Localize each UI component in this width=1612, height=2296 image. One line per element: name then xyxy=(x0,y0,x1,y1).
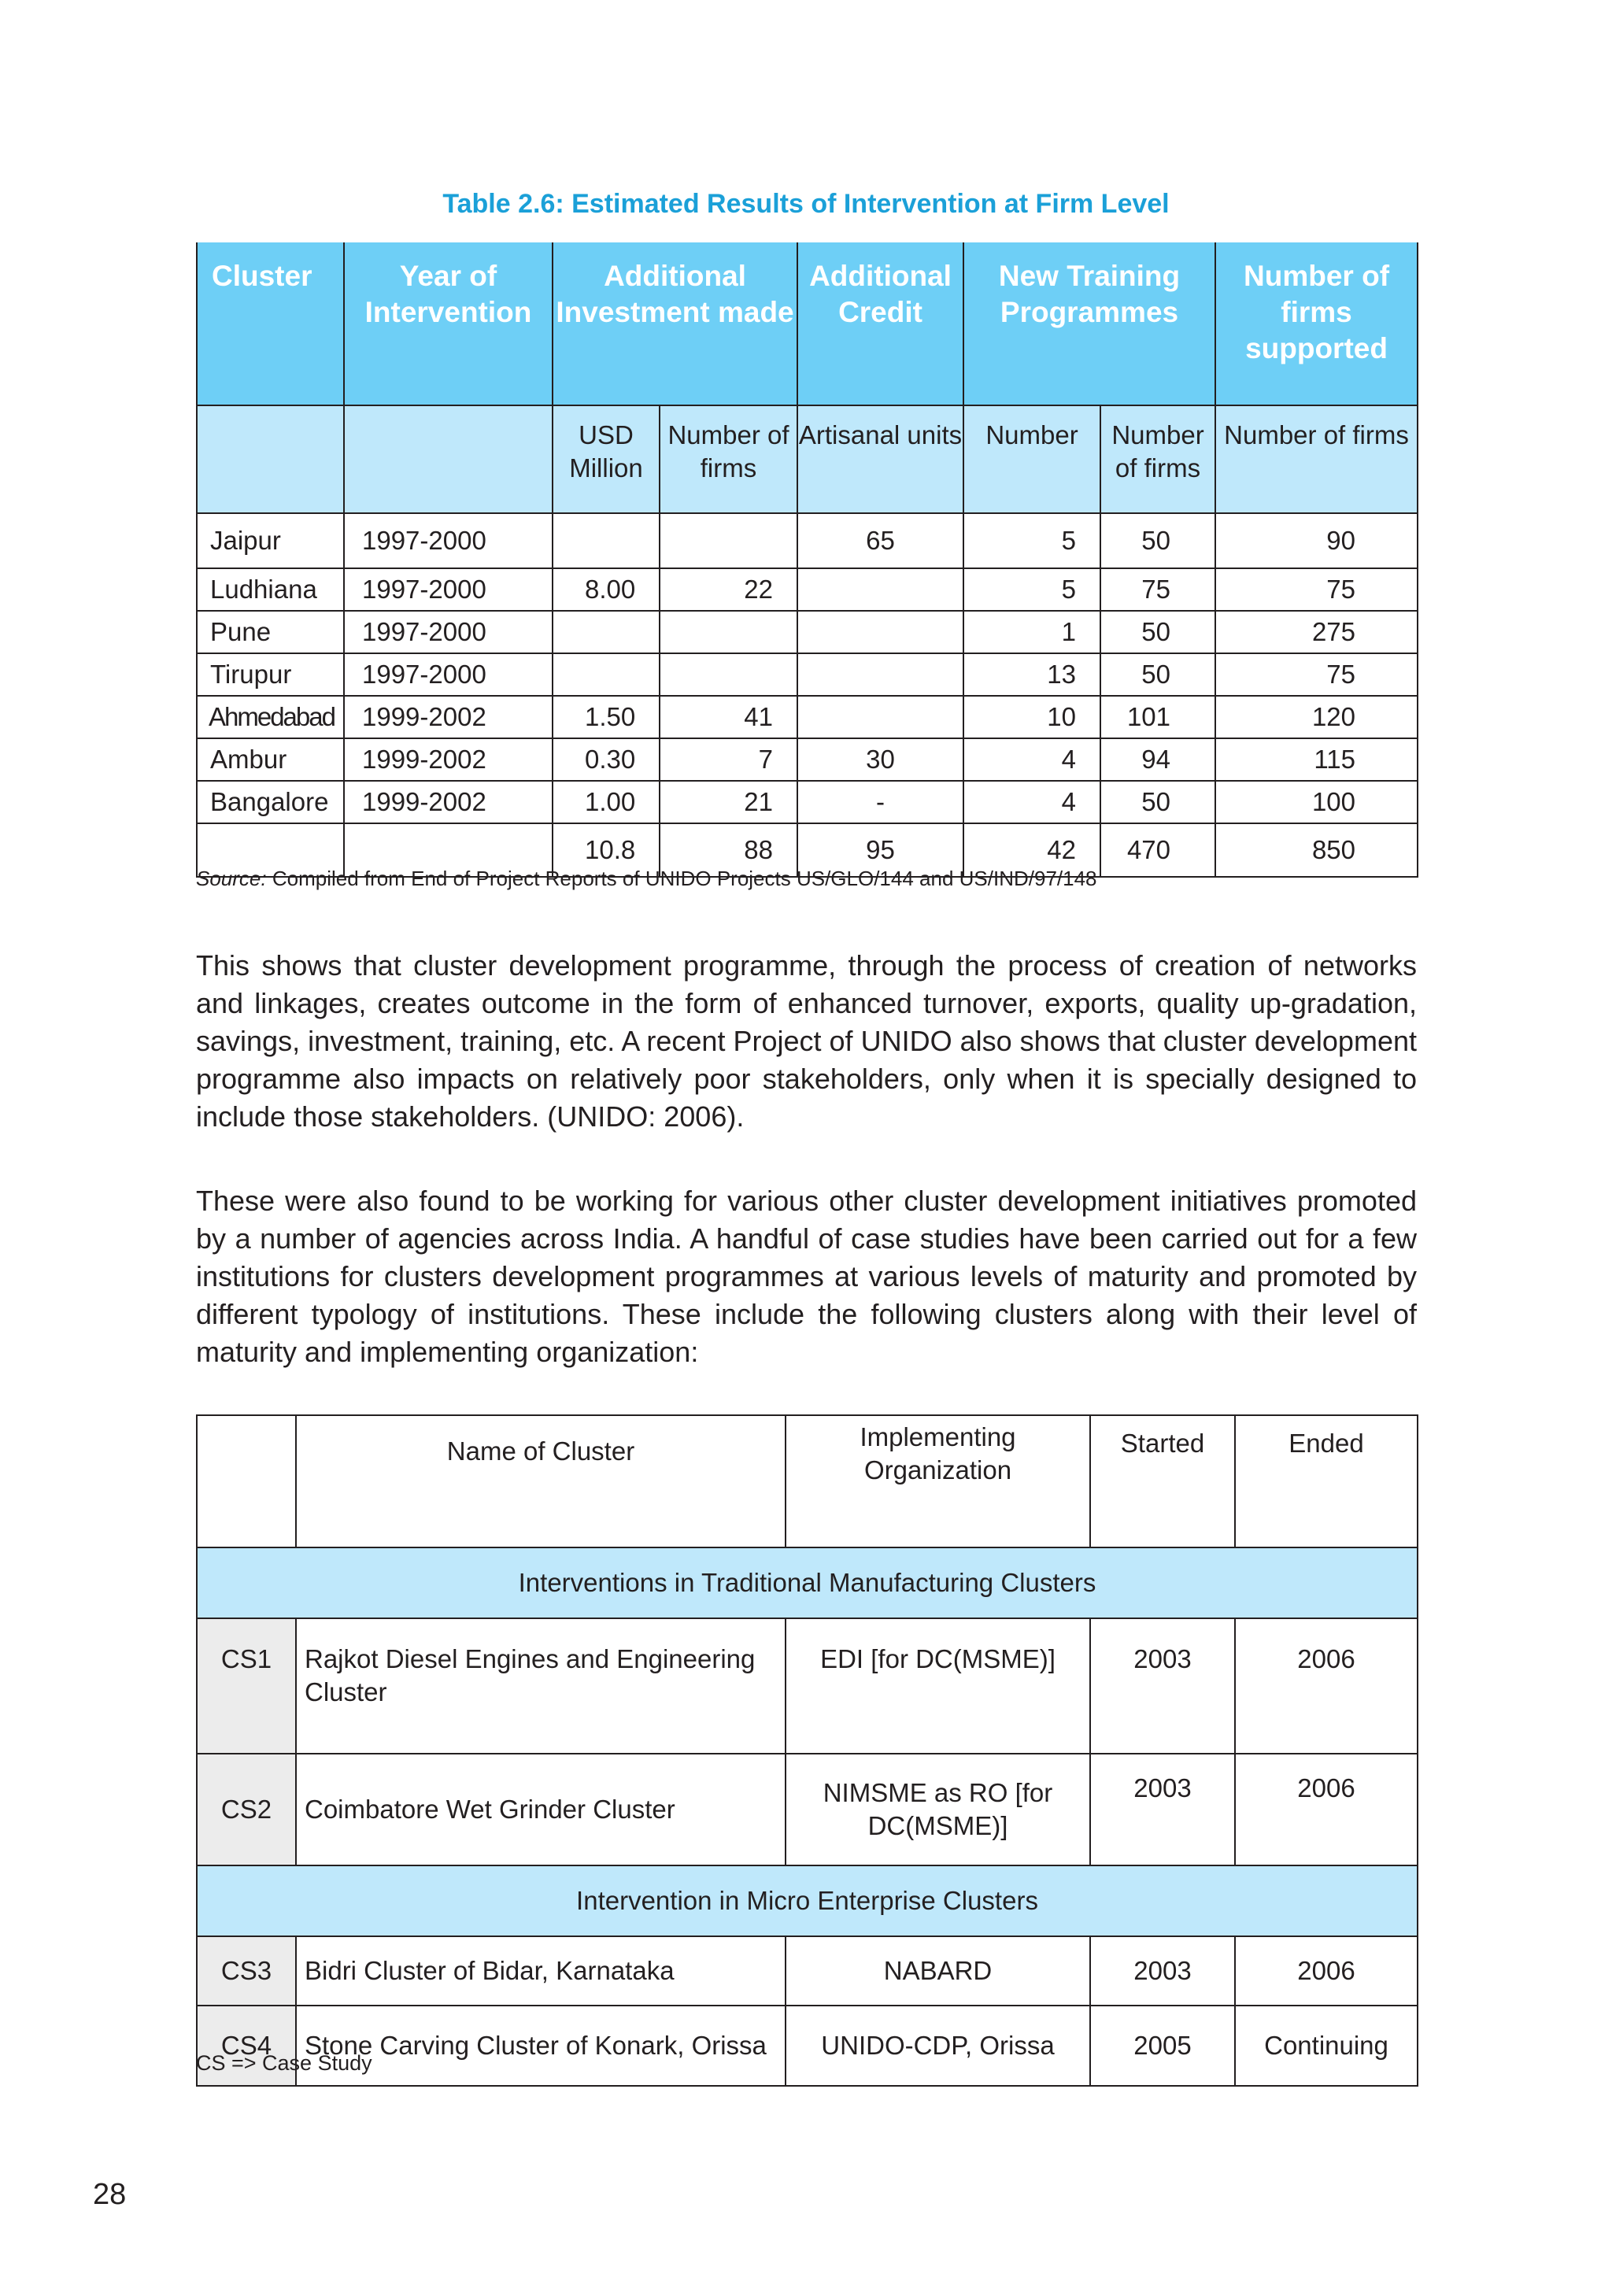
case-name: Coimbatore Wet Grinder Cluster xyxy=(296,1754,786,1865)
subheader-tr-number: Number xyxy=(963,405,1100,513)
cell-year: 1999-2002 xyxy=(344,696,553,738)
table-row xyxy=(197,781,1418,823)
cell-tr-firms: 50 xyxy=(1100,653,1215,696)
case-ended: 2006 xyxy=(1235,1618,1418,1754)
header-credit: Additional Credit xyxy=(797,242,963,405)
cell-usd: 0.30 xyxy=(553,738,660,781)
cell-year: 1999-2002 xyxy=(344,738,553,781)
cell-inv-firms: 41 xyxy=(660,696,797,738)
cell-tr-firms: 50 xyxy=(1100,513,1215,568)
table-title: Table 2.6: Estimated Results of Intervention at Firm Level xyxy=(442,189,1170,219)
header-empty xyxy=(197,1415,296,1547)
cell-tr-number: 42 xyxy=(963,823,1100,877)
cell-year: 1997-2000 xyxy=(344,653,553,696)
cell-inv-firms: 88 xyxy=(660,823,797,877)
table-row xyxy=(197,1936,1418,2006)
cell-supported: 90 xyxy=(1215,513,1418,568)
case-id: CS3 xyxy=(197,1936,296,2006)
cell-supported: 75 xyxy=(1215,653,1418,696)
case-header-row xyxy=(197,1415,1418,1547)
cell-usd: 1.50 xyxy=(553,696,660,738)
cell-cluster: Ambur xyxy=(197,738,344,781)
cell-cluster: Tirupur xyxy=(197,653,344,696)
cell-inv-firms xyxy=(660,653,797,696)
case-id: CS1 xyxy=(197,1618,296,1754)
table-row xyxy=(197,738,1418,781)
case-started: 2003 xyxy=(1090,1936,1235,2006)
case-org: NABARD xyxy=(786,1936,1090,2006)
subheader-artisanal: Artisanal units xyxy=(797,405,963,513)
cell-tr-number: 13 xyxy=(963,653,1100,696)
source-text: Compiled from End of Project Reports of UNIDO Projects US/GLO/144 and US/IND/97/148 xyxy=(266,867,1097,890)
table-row xyxy=(197,2006,1418,2086)
cell-year: 1997-2000 xyxy=(344,568,553,611)
section-band xyxy=(197,1547,1418,1618)
cell-year: 1997-2000 xyxy=(344,513,553,568)
cell-artisanal xyxy=(797,568,963,611)
cell-tr-number: 4 xyxy=(963,738,1100,781)
cell-tr-number: 10 xyxy=(963,696,1100,738)
cell-artisanal xyxy=(797,653,963,696)
case-ended: Continuing xyxy=(1235,2006,1418,2086)
table-row xyxy=(197,696,1418,738)
case-id: CS4 xyxy=(197,2006,296,2086)
cell-supported: 275 xyxy=(1215,611,1418,653)
table-row xyxy=(197,1754,1418,1865)
subheader-usd: USD Million xyxy=(553,405,660,513)
cell-cluster: Jaipur xyxy=(197,513,344,568)
cell-usd: 10.8 xyxy=(553,823,660,877)
header-cluster: Cluster xyxy=(197,242,344,405)
subheader-empty xyxy=(197,405,344,513)
header-cluster-name: Name of Cluster xyxy=(296,1415,786,1547)
page-number: 28 xyxy=(93,2178,127,2211)
cell-cluster: Bangalore xyxy=(197,781,344,823)
subheader-sup-firms: Number of firms xyxy=(1215,405,1418,513)
cell-artisanal: 95 xyxy=(797,823,963,877)
table-header-row xyxy=(197,242,1418,405)
case-org: EDI [for DC(MSME)] xyxy=(786,1618,1090,1754)
cell-usd xyxy=(553,513,660,568)
table-row xyxy=(197,513,1418,568)
cell-tr-number: 4 xyxy=(963,781,1100,823)
cell-tr-firms: 50 xyxy=(1100,611,1215,653)
paragraph: These were also found to be working for various other cluster development initiatives promoted by a number of agencies across India. A handful of case studies have been carried out for a few institutions for clusters development programmes at various levels of maturity and promoted by different typology of institutions. These include the following clusters along with their level of maturity and implementing organization: xyxy=(196,1185,1417,1368)
case-study-note: CS => Case Study xyxy=(196,2051,372,2075)
case-name: Bidri Cluster of Bidar, Karnataka xyxy=(296,1936,786,2006)
table-source xyxy=(196,867,1097,891)
header-ended: Ended xyxy=(1235,1415,1418,1547)
cell-inv-firms xyxy=(660,513,797,568)
header-firms-supported: Number of firms supported xyxy=(1215,242,1418,405)
case-started: 2005 xyxy=(1090,2006,1235,2086)
table-row xyxy=(197,611,1418,653)
case-study-table xyxy=(196,1414,1418,2087)
case-name: Stone Carving Cluster of Konark, Orissa xyxy=(296,2006,786,2086)
cell-year: 1997-2000 xyxy=(344,611,553,653)
source-label: Source: xyxy=(196,867,267,890)
table-row xyxy=(197,568,1418,611)
cell-cluster: Pune xyxy=(197,611,344,653)
header-started: Started xyxy=(1090,1415,1235,1547)
table-row xyxy=(197,653,1418,696)
cell-tr-firms: 470 xyxy=(1100,823,1215,877)
cell-supported: 115 xyxy=(1215,738,1418,781)
header-investment: Additional Investment made xyxy=(553,242,797,405)
section-micro: Intervention in Micro Enterprise Clusters xyxy=(197,1865,1418,1936)
cell-supported: 120 xyxy=(1215,696,1418,738)
cell-artisanal: 65 xyxy=(797,513,963,568)
case-started: 2003 xyxy=(1090,1618,1235,1754)
header-year: Year of Intervention xyxy=(344,242,553,405)
cell-supported: 100 xyxy=(1215,781,1418,823)
cell-artisanal xyxy=(797,611,963,653)
case-org: NIMSME as RO [for DC(MSME)] xyxy=(786,1754,1090,1865)
cell-cluster: Ludhiana xyxy=(197,568,344,611)
results-table xyxy=(196,242,1418,878)
case-name: Rajkot Diesel Engines and Engineering Cluster xyxy=(296,1618,786,1754)
cell-tr-number: 5 xyxy=(963,513,1100,568)
cell-usd: 1.00 xyxy=(553,781,660,823)
cell-inv-firms: 21 xyxy=(660,781,797,823)
cell-tr-firms: 101 xyxy=(1100,696,1215,738)
case-started: 2003 xyxy=(1090,1754,1235,1865)
cell-tr-number: 1 xyxy=(963,611,1100,653)
table-subheader-row xyxy=(197,405,1418,513)
cell-usd xyxy=(553,653,660,696)
cell-year: 1999-2002 xyxy=(344,781,553,823)
section-band xyxy=(197,1865,1418,1936)
table-row xyxy=(197,1618,1418,1754)
section-traditional: Interventions in Traditional Manufacturing Clusters xyxy=(197,1547,1418,1618)
cell-inv-firms: 22 xyxy=(660,568,797,611)
cell-artisanal: - xyxy=(797,781,963,823)
cell-tr-firms: 94 xyxy=(1100,738,1215,781)
cell-artisanal: 30 xyxy=(797,738,963,781)
case-ended: 2006 xyxy=(1235,1936,1418,2006)
cell-usd xyxy=(553,611,660,653)
subheader-inv-firms: Number of firms xyxy=(660,405,797,513)
cell-tr-firms: 75 xyxy=(1100,568,1215,611)
cell-inv-firms xyxy=(660,611,797,653)
cell-tr-number: 5 xyxy=(963,568,1100,611)
case-id: CS2 xyxy=(197,1754,296,1865)
cell-supported: 75 xyxy=(1215,568,1418,611)
cell-inv-firms: 7 xyxy=(660,738,797,781)
paragraph: This shows that cluster development programme, through the process of creation of networks and linkages, creates outcome in the form of enhanced turnover, exports, quality up-gradation, savings, investment, training, etc. A recent Project of UNIDO also shows that cluster development programme also impacts on relatively poor stakeholders, only when it is specially designed to include those stakeholders. (UNIDO: 2006). xyxy=(196,949,1417,1133)
case-ended: 2006 xyxy=(1235,1754,1418,1865)
cell-artisanal xyxy=(797,696,963,738)
subheader-empty xyxy=(344,405,553,513)
cell-usd: 8.00 xyxy=(553,568,660,611)
subheader-tr-firms: Number of firms xyxy=(1100,405,1215,513)
cell-cluster: Ahmedabad xyxy=(197,696,344,738)
header-training: New Training Programmes xyxy=(963,242,1215,405)
case-org: UNIDO-CDP, Orissa xyxy=(786,2006,1090,2086)
header-implementing-org: Implementing Organization xyxy=(786,1415,1090,1547)
cell-tr-firms: 50 xyxy=(1100,781,1215,823)
cell-supported: 850 xyxy=(1215,823,1418,877)
